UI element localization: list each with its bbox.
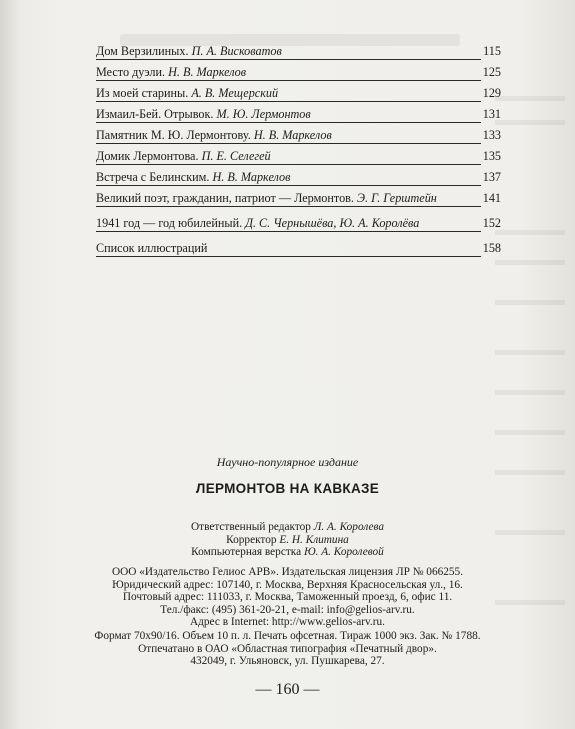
toc-entry-title: Памятник М. Ю. Лермонтову. <box>96 128 254 142</box>
editor-line <box>0 521 575 534</box>
toc-entry <box>96 191 501 212</box>
toc-entry-author: Д. С. Чернышёва, Ю. А. Королёва <box>245 216 420 230</box>
toc-page-number: 133 <box>482 128 501 142</box>
show-through-text <box>495 96 565 101</box>
publisher-license: ООО «Издательство Гелиос АРВ». Издательская лицензия ЛР № 066255. <box>111 566 464 578</box>
layout-name: Ю. А. Королевой <box>303 546 384 558</box>
proofreader-name: Е. Н. Клитина <box>279 533 349 546</box>
edition-type: Научно-популярное издание <box>216 455 359 469</box>
toc-entry-title: Измаил-Бей. Отрывок. <box>96 107 217 121</box>
print-info-block <box>0 630 575 668</box>
leader-line <box>96 206 481 207</box>
toc-entry-author: Э. Г. Герштейн <box>357 191 437 205</box>
book-title: ЛЕРМОНТОВ НА КАВКАЗЕ <box>195 481 380 496</box>
leader-line <box>96 101 481 102</box>
credits-block <box>0 521 575 559</box>
editor-label: Ответственный редактор <box>190 521 314 533</box>
toc-entry-author: А. В. Мещерский <box>191 86 279 100</box>
toc-entry <box>96 216 501 237</box>
toc-entry-author: Н. В. Маркелов <box>253 128 332 142</box>
toc-entry-title: Список иллюстраций <box>96 241 208 255</box>
show-through-text <box>495 300 565 305</box>
leader-line <box>96 122 481 123</box>
table-of-contents <box>96 44 501 262</box>
leader-line <box>96 164 481 165</box>
leader-line <box>96 80 481 81</box>
toc-entry <box>96 241 501 262</box>
toc-page-number: 115 <box>483 44 501 58</box>
toc-entry-title: Домик Лермонтова. <box>96 149 202 163</box>
toc-page-number: 135 <box>482 149 501 163</box>
toc-entry <box>96 107 501 128</box>
contact-phone-email: Тел./факс: (495) 361-20-21, e-mail: info@gelios-arv.ru. <box>160 603 415 616</box>
leader-line <box>96 59 481 60</box>
leader-line <box>96 185 481 186</box>
proofreader-label: Корректор <box>226 533 280 546</box>
toc-entry <box>96 86 501 107</box>
page-number: — 160 — <box>255 681 320 698</box>
publisher-block <box>0 566 575 629</box>
editor-name: Л. А. Королева <box>313 521 385 533</box>
toc-entry-title: Из моей старины. <box>96 86 192 100</box>
website-address: Адрес в Internet: http://www.gelios-arv.ru. <box>190 616 385 628</box>
toc-entry-title: Место дуэли. <box>96 65 169 79</box>
toc-entry-author: П. А. Висковатов <box>191 44 282 58</box>
toc-entry <box>96 149 501 170</box>
toc-page-number: 137 <box>482 170 501 184</box>
leader-line <box>96 143 481 144</box>
leader-line <box>96 231 481 232</box>
toc-entry <box>96 128 501 149</box>
toc-entry-author: М. Ю. Лермонтов <box>216 107 311 121</box>
toc-entry <box>96 65 501 86</box>
toc-page-number: 141 <box>482 191 501 205</box>
toc-entry-author: П. Е. Селегей <box>201 149 271 163</box>
toc-entry-title: Великий поэт, гражданин, патриот — Лермонтов. <box>96 191 358 205</box>
show-through-text <box>495 470 565 475</box>
toc-page-number: 129 <box>482 86 501 100</box>
toc-page-number: 152 <box>482 216 501 230</box>
show-through-text <box>495 260 565 265</box>
toc-entry-title: Дом Верзилиных. <box>96 44 192 58</box>
layout-line <box>0 546 575 559</box>
show-through-text <box>495 390 565 395</box>
postal-address: Почтовый адрес: 111033, г. Москва, Таможенный проезд, 6, офис 11. <box>122 591 453 603</box>
toc-entry-author: Н. В. Маркелов <box>212 170 291 184</box>
printing-house: Отпечатано в ОАО «Областная типография «Печатный двор». <box>138 642 437 655</box>
toc-entry-author: Н. В. Маркелов <box>168 65 247 79</box>
toc-entry <box>96 44 501 65</box>
leader-line <box>96 256 481 257</box>
toc-entry-title: 1941 год — год юбилейный. <box>96 216 246 230</box>
toc-entry-title: Встреча с Белинским. <box>96 170 213 184</box>
layout-label: Компьютерная верстка <box>191 546 304 558</box>
proofreader-line <box>0 534 575 547</box>
show-through-text <box>495 350 565 355</box>
show-through-text <box>495 430 565 435</box>
toc-page-number: 125 <box>482 65 501 79</box>
printing-house-address: 432049, г. Ульяновск, ул. Пушкарева, 27. <box>190 655 385 667</box>
show-through-text <box>495 230 565 235</box>
print-format: Формат 70x90/16. Объем 10 п. л. Печать офсетная. Тираж 1000 экз. Зак. № 1788. <box>94 630 481 642</box>
show-through-text <box>495 120 565 125</box>
toc-page-number: 131 <box>482 107 501 121</box>
toc-entry <box>96 170 501 191</box>
legal-address: Юридический адрес: 107140, г. Москва, Верхняя Красносельская ул., 16. <box>112 578 463 591</box>
toc-page-number: 158 <box>482 241 501 255</box>
